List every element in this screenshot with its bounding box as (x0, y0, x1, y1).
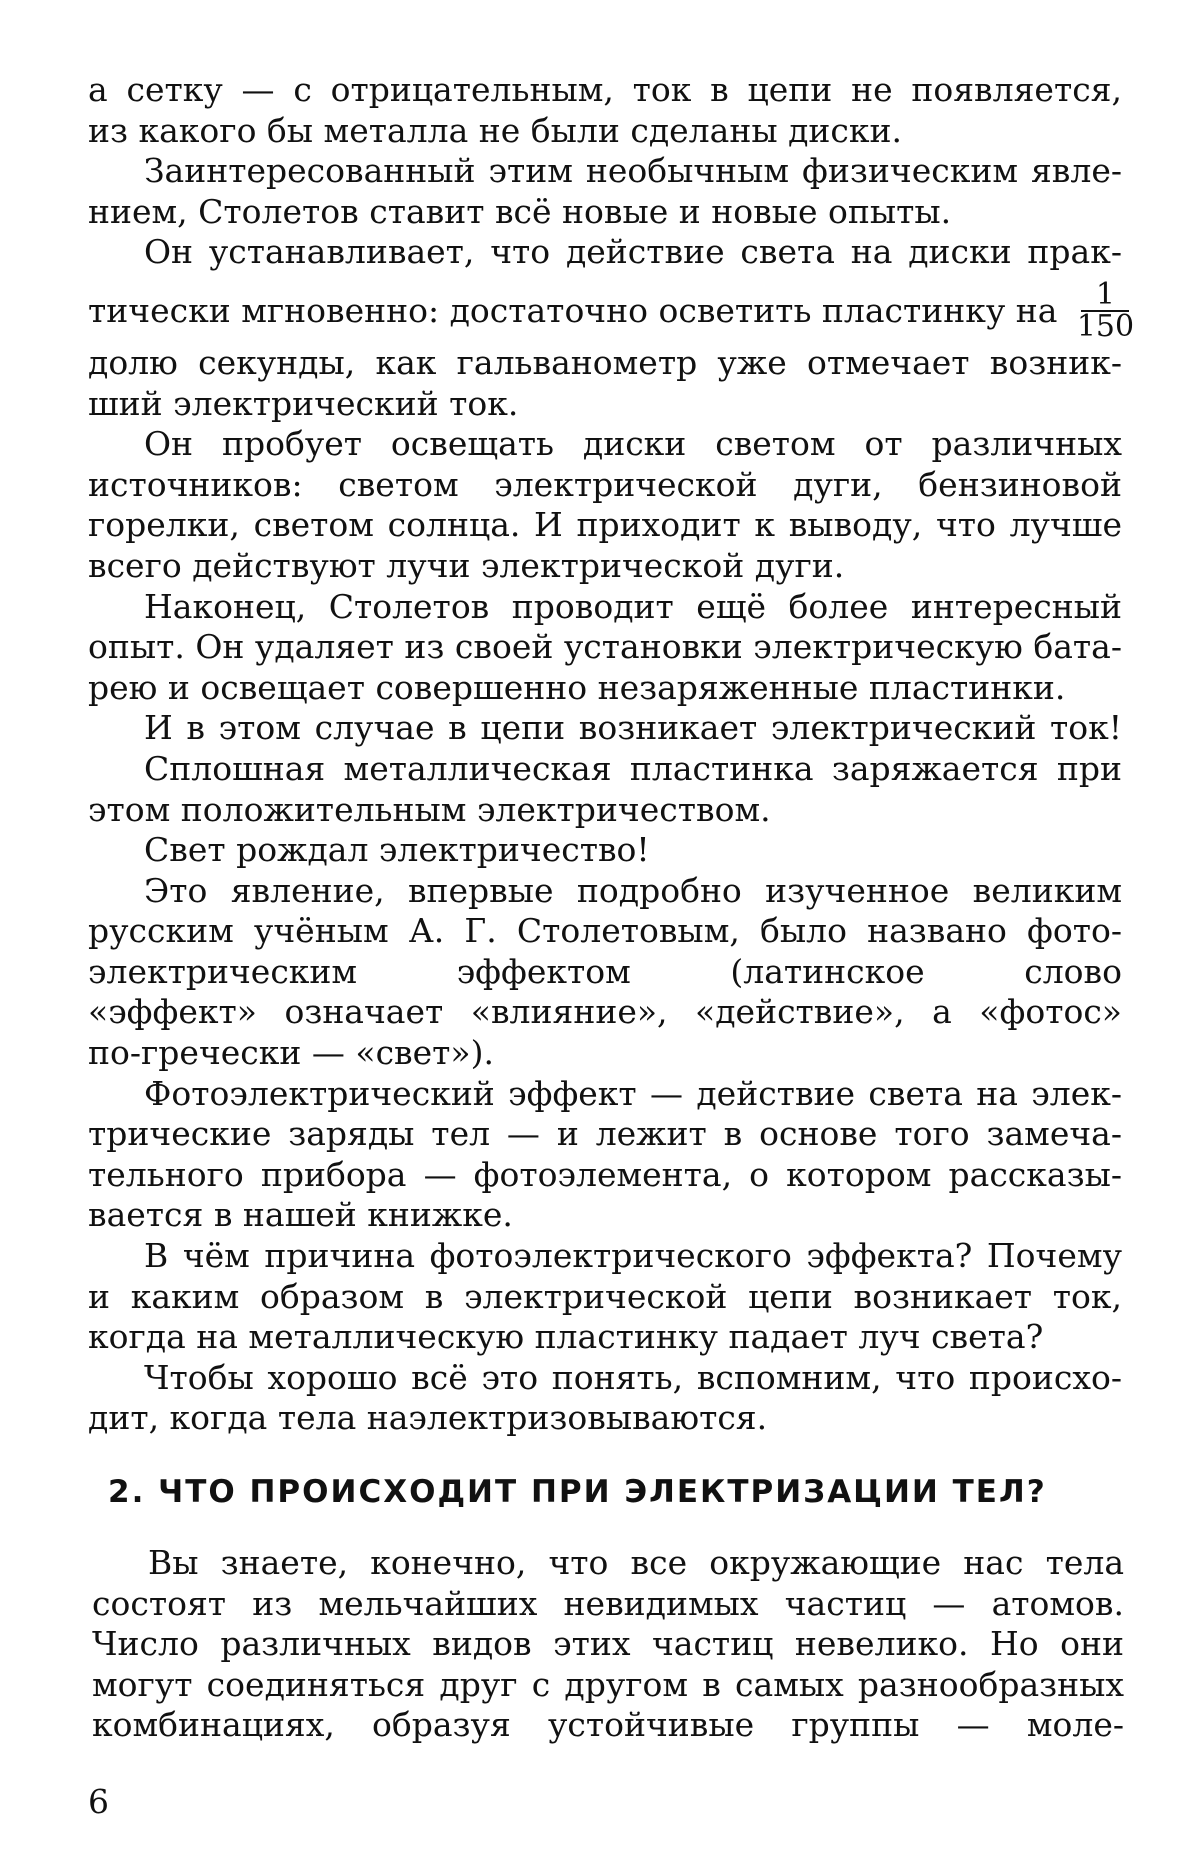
fraction-denominator: 150 (1076, 308, 1135, 344)
text-line: дит, когда тела наэлектризовываются. (88, 1398, 768, 1438)
text-line: могут соединяться друг с другом в самых разнообразных (92, 1664, 1124, 1704)
text-line: состоят из мельчайших невидимых частиц — атомов. (92, 1583, 1124, 1623)
text-line: Это явление, впервые подробно изученное великим (144, 870, 1122, 910)
text-line: рею и освещает совершенно незаряженные пластинки. (88, 667, 1066, 707)
text-line: Чтобы хорошо всё это понять, вспомним, что происхо- (144, 1357, 1122, 1397)
page-body (88, 70, 1135, 1439)
text-line: всего действуют лучи электрической дуги. (88, 545, 845, 585)
text-line: Наконец, Столетов проводит ещё более интересный (144, 586, 1122, 626)
fraction-line-text: тически мгновенно: достаточно осветить пластинку на (88, 291, 1058, 331)
text-line: И в этом случае в цепи возникает электрический ток! (144, 708, 1122, 748)
text-line: вается в нашей книжке. (88, 1195, 513, 1235)
text-line: горелки, светом солнца. И приходит к выводу, что лучше (88, 505, 1122, 545)
paragraph-block-middle (88, 343, 1122, 1439)
text-line: Сплошная металлическая пластинка заряжается при (144, 748, 1122, 788)
paragraph-block-top (88, 70, 1122, 273)
text-line: долю секунды, как гальванометр уже отмечает возник- (88, 342, 1122, 382)
text-line: источников: светом электрической дуги, бензиновой (88, 464, 1122, 504)
fraction-numerator: 1 (1081, 280, 1129, 312)
page-number: 6 (88, 1782, 109, 1821)
text-line: Он пробует освещать диски светом от различных (144, 424, 1122, 464)
text-line: нием, Столетов ставит всё новые и новые опыты. (88, 191, 952, 231)
text-line: по-гречески — «свет»). (88, 1033, 494, 1073)
text-line: тельного прибора — фотоэлемента, о котором рассказы- (88, 1154, 1122, 1194)
text-line: В чём причина фотоэлектрического эффекта? Почему (144, 1236, 1122, 1276)
text-line: электрическим эффектом (латинское слово (88, 951, 1122, 991)
text-line: Заинтересованный этим необычным физическим явле- (144, 151, 1122, 191)
text-line: Он устанавливает, что действие света на диски прак- (144, 232, 1122, 272)
fraction-line (88, 276, 1135, 344)
text-line: Число различных видов этих частиц невелико. Но они (92, 1624, 1124, 1664)
text-line: русским учёным А. Г. Столетовым, было названо фото- (88, 911, 1122, 951)
text-line: трические заряды тел — и лежит в основе того замеча- (88, 1114, 1122, 1154)
fraction (1076, 276, 1135, 344)
text-line: Фотоэлектрический эффект — действие света на элек- (144, 1073, 1122, 1113)
section-heading: 2. ЧТО ПРОИСХОДИТ ПРИ ЭЛЕКТРИЗАЦИИ ТЕЛ? (108, 1474, 1047, 1510)
text-line: Свет рождал электричество! (144, 830, 650, 870)
text-line: а сетку — с отрицательным, ток в цепи не появляется, (88, 70, 1122, 109)
text-line: «эффект» означает «влияние», «действие», а «фотос» (88, 992, 1122, 1032)
paragraph-block-section2 (92, 1543, 1124, 1746)
text-line: этом положительным электричеством. (88, 789, 771, 829)
text-line: из какого бы металла не были сделаны диски. (88, 110, 902, 150)
text-line: опыт. Он удаляет из своей установки электрическую бата- (88, 627, 1122, 667)
text-line: Вы знаете, конечно, что все окружающие нас тела (148, 1543, 1124, 1582)
text-line: комбинациях, образуя устойчивые группы — моле- (92, 1705, 1124, 1745)
text-line: когда на металлическую пластинку падает луч света? (88, 1317, 1044, 1357)
text-line: и каким образом в электрической цепи возникает ток, (88, 1276, 1122, 1316)
text-line: ший электрический ток. (88, 383, 519, 423)
